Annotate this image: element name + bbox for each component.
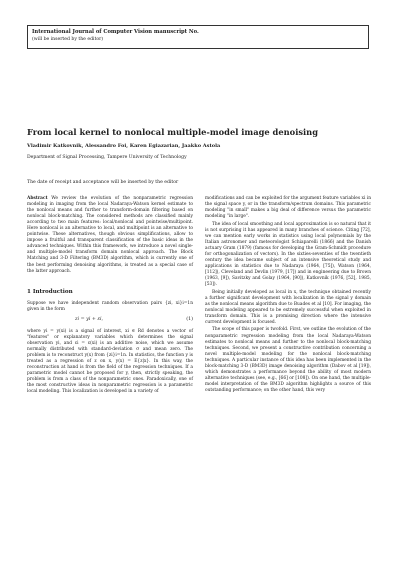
abstract-label: Abstract (27, 196, 48, 201)
right-paragraph-1: modifications and can be exploited for the argument feature variables xi in the signal space y, or in the transform/spectrum domains. This parametric modeling "in small" makes a big deal of difference versus the parametric modeling "in large". (205, 196, 371, 220)
receipt-note: The date of receipt and acceptance will be inserted by the editor (27, 180, 179, 185)
intro-paragraph-1: Suppose we have independent random observation pairs {zi, xi}i=1n given in the form (27, 300, 193, 312)
intro-paragraph-2: where yi = y(xi) is a signal of interest, xi ∈ Rd denotes a vector of "features" or explanatory variables which determines the signal observation yi, and εi = ε(xi) is an additive noise, which we assume normally distributed with standard-deviation σ and mean zero. The problem is to reconstruct y(x) from {zi}i=1n. In statistics, the function y is treated as a regression of z on x, y(x) = E{z|x}. In this way, the reconstruction at hand is from the field of the regression techniques. If a parametric model cannot be proposed for y, then, strictly speaking, the problem is from a class of the nonparametric ones. Paradoxically, one of the most constructive ideas in nonparametric regression is a parametric local modeling. This localization is developed in a variety of (27, 328, 193, 395)
left-column (27, 196, 193, 397)
right-paragraph-4: The scope of this paper is twofold. First, we outline the evolution of the nonparametric regression modeling from the local Nadaraya-Watson estimates to nonlocal means and further to the nonlocal block-matching techniques. Second, we present a constructive contribution concerning a novel multiple-model modeling for the nonlocal block-matching techniques. A particular instance of this idea has been implemented in the block-matching 3-D (BM3D) image denoising algorithm (Dabov et al [19]), which demonstrates a performance beyond the ability of most modern alternative techniques (see, e.g., [66] or [108]). On one hand, the multiple-model interpretation of the BM3D algorithm highlights a source of this outstanding performance; on the other hand, this very (205, 327, 371, 393)
journal-name: International Journal of Computer Vision manuscript No. (32, 29, 199, 35)
journal-header-box (27, 25, 369, 49)
editor-note: (will be inserted by the editor) (32, 37, 104, 42)
abstract-text: We review the evolution of the nonparametric regression modeling in imaging from the local Nadaraya-Watson kernel estimate to the nonlocal means and further to transform-domain filtering based on nonlocal block-matching. The considered methods are classified mainly according to two main features: local/nonlocal and pointwise/multipoint. Here nonlocal is an alternative to local, and multipoint is an alternative to pointwise. These alternatives, though obvious simplifications, allow to impose a fruitful and transparent classification of the basic ideas in the advanced techniques. Within this framework, we introduce a novel single- and multiple-model transform domain nonlocal approach. The Block Matching and 3-D Filtering (BM3D) algorithm, which is currently one of the best performing denoising algorithms, is treated as a special case of the latter approach. (27, 196, 193, 274)
abstract (27, 196, 193, 275)
paper-title: From local kernel to nonlocal multiple-model image denoising (27, 127, 319, 137)
paper-affiliation: Department of Signal Processing, Tampere University of Technology (27, 155, 187, 160)
right-paragraph-3: Being initially developed as local in x, the technique obtained recently a further significant development with localization in the signal y domain as the nonlocal means algorithm due to Buades et al [10]. For imaging, the nonlocal modeling appeared to be extremely successful when exploited in transform domain. This is a promising direction where the intensive current development is focused. (205, 289, 371, 325)
paper-authors: Vladimir Katkovnik, Alessandro Foi, Karen Egiazarian, Jaakko Astola (27, 143, 221, 149)
equation-body: zi = yi + εi, (75, 316, 104, 322)
equation-1 (27, 316, 193, 326)
right-column (205, 196, 371, 396)
right-paragraph-2: The idea of local smoothing and local approximation is so natural that it is not surprising it has appeared in many branches of science. Citing [72], we can mention early works in statistics using local polynomials by the Italian astronomer and meteorologist Schiaparelli (1866) and the Danish actuary Gram (1879) (famous for developing the Gram-Schmidt procedure for orthogonalization of vectors). In the sixties-seventies of the twentieth century the idea became subject of an intensive theoretical study and applications in statistics due to Nadaraya (1964, [75]), Watson (1964, [112]), Cleveland and Devlin (1979, [17]) and in engineering due to Brown (1963, [9]), Savitzky and Golay (1964, [90]), Katkovnik (1976, [52], 1985, [53]). (205, 221, 371, 288)
section-heading-introduction: 1 Introduction (27, 288, 73, 295)
equation-number: (1) (186, 316, 193, 322)
